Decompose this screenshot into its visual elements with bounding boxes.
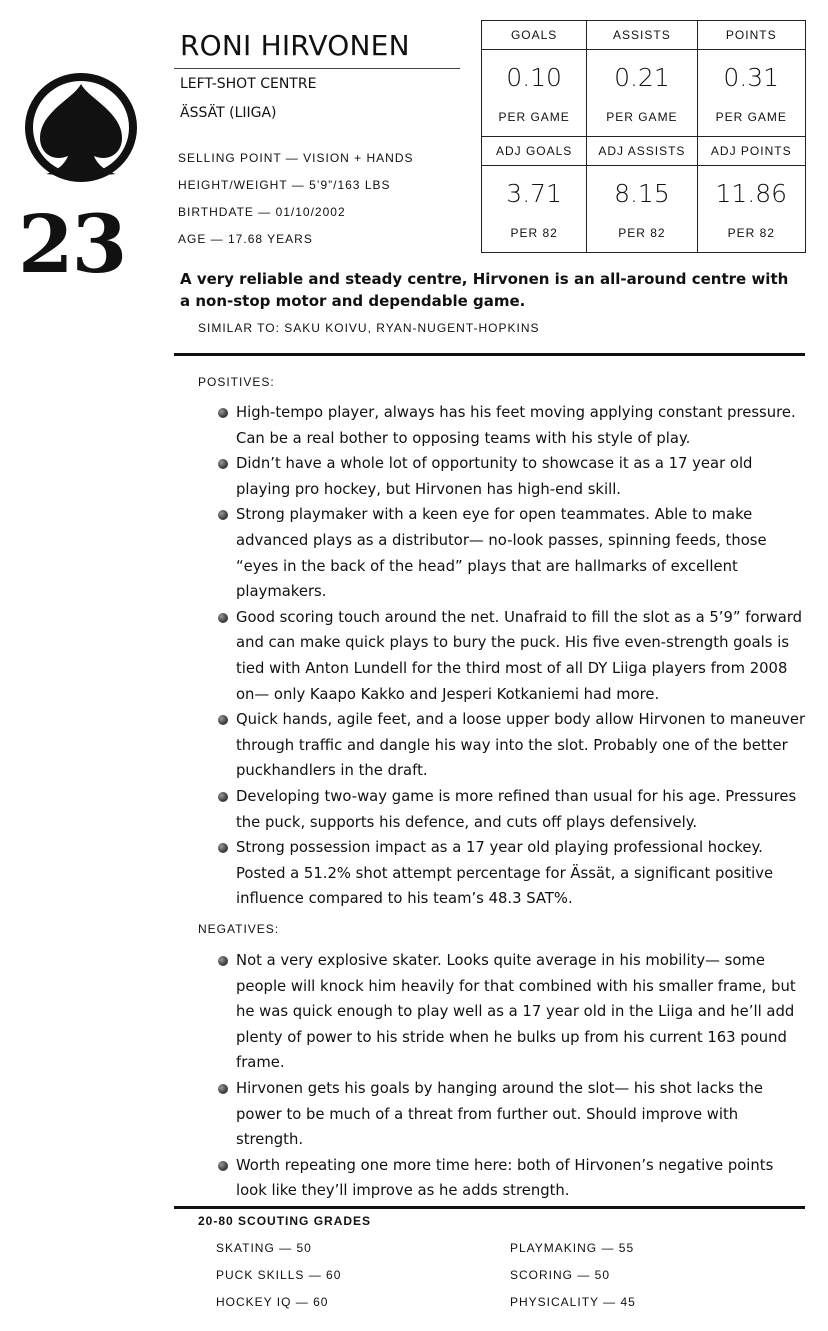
stat-unit: PER GAME	[498, 109, 570, 124]
similar-players: SIMILAR TO: SAKU KOIVU, RYAN-NUGENT-HOPKINS	[198, 321, 540, 335]
stat-value: 0.31	[723, 62, 780, 92]
list-item: Strong possession impact as a 17 year old playing professional hockey. Posted a 51.2% shot attempt percentage for Ässät, a significant positive influence compared to his team’s 48.3 SAT%.	[218, 835, 808, 912]
stat-header: ASSISTS	[587, 21, 697, 50]
player-position: LEFT-SHOT CENTRE	[180, 76, 317, 92]
list-item: Didn’t have a whole lot of opportunity to showcase it as a 17 year old playing pro hockey, but Hirvonen has high-end skill.	[218, 451, 808, 502]
name-divider	[174, 68, 460, 69]
player-summary: A very reliable and steady centre, Hirvonen is an all-around centre with a non-stop motor and dependable game.	[180, 270, 789, 310]
grade-hockey-iq: HOCKEY IQ — 60	[216, 1295, 329, 1309]
stat-cell	[482, 166, 587, 253]
stat-value: 0.10	[506, 62, 562, 92]
fact-height-weight: HEIGHT/WEIGHT — 5’9”/163 LBS	[178, 178, 391, 192]
grade-skating: SKATING — 50	[216, 1241, 312, 1255]
list-item: Worth repeating one more time here: both of Hirvonen’s negative points look like they’ll improve as he adds strength.	[218, 1153, 808, 1204]
player-name: RONI HIRVONEN	[180, 29, 410, 62]
stat-unit: PER GAME	[715, 109, 787, 124]
section-divider	[174, 353, 805, 356]
stat-unit: PER 82	[727, 225, 775, 240]
stats-table	[481, 20, 806, 253]
fact-age: AGE — 17.68 YEARS	[178, 232, 313, 246]
spade-icon	[24, 72, 138, 183]
stat-unit: PER 82	[618, 225, 666, 240]
grades-heading: 20-80 SCOUTING GRADES	[198, 1214, 372, 1228]
section-divider	[174, 1206, 805, 1209]
list-item: Quick hands, agile feet, and a loose upper body allow Hirvonen to maneuver through traffic and dangle his way into the slot. Probably one of the better puckhandlers in the draft.	[218, 707, 808, 784]
stat-value: 8.15	[614, 178, 670, 208]
stat-cell	[697, 50, 805, 137]
list-item: Hirvonen gets his goals by hanging around the slot— his shot lacks the power to be much of a threat from further out. Should improve with strength.	[218, 1076, 808, 1153]
grade-puck-skills: PUCK SKILLS — 60	[216, 1268, 342, 1282]
list-item: Good scoring touch around the net. Unafraid to fill the slot as a 5’9” forward and can make quick plays to bury the puck. His five even-strength goals is tied with Anton Lundell for the third most of all DY Liiga players from 2008 on— only Kaapo Kakko and Jesperi Kotkaniemi had more.	[218, 605, 808, 707]
player-facts	[178, 148, 478, 256]
stat-unit: PER GAME	[606, 109, 678, 124]
stat-header: GOALS	[482, 21, 587, 50]
list-item: Not a very explosive skater. Looks quite average in his mobility— some people will knock him heavily for that combined with his smaller frame, but he was quick enough to play well as a 17 year old in the Liiga and he’ll add plenty of power to his stride when he bulks up from his current 163 pound frame.	[218, 948, 808, 1076]
stat-unit: PER 82	[510, 225, 558, 240]
stat-header: POINTS	[697, 21, 805, 50]
jersey-number: 23	[18, 197, 126, 291]
stat-cell	[482, 50, 587, 137]
stat-header: ADJ ASSISTS	[587, 137, 697, 166]
grade-scoring: SCORING — 50	[510, 1268, 611, 1282]
stat-cell	[587, 166, 697, 253]
positives-list	[218, 400, 808, 912]
list-item: Strong playmaker with a keen eye for open teammates. Able to make advanced plays as a distributor— no-look passes, spinning feeds, those “eyes in the back of the head” plays that are hallmarks of excellent playmakers.	[218, 502, 808, 604]
stat-value: 0.21	[614, 62, 670, 92]
list-item: Developing two-way game is more refined than usual for his age. Pressures the puck, supports his defence, and cuts off plays defensively.	[218, 784, 808, 835]
grade-physicality: PHYSICALITY — 45	[510, 1295, 636, 1309]
stat-cell	[697, 166, 805, 253]
grade-playmaking: PLAYMAKING — 55	[510, 1241, 635, 1255]
stat-cell	[587, 50, 697, 137]
fact-selling-point: SELLING POINT — VISION + HANDS	[178, 151, 414, 165]
list-item: High-tempo player, always has his feet moving applying constant pressure. Can be a real bother to opposing teams with his style of play.	[218, 400, 808, 451]
negatives-heading: NEGATIVES:	[198, 922, 280, 936]
positives-heading: POSITIVES:	[198, 375, 275, 389]
stat-header: ADJ POINTS	[697, 137, 805, 166]
stat-value: 3.71	[506, 178, 562, 208]
stat-value: 11.86	[715, 178, 788, 208]
fact-birthdate: BIRTHDATE — 01/10/2002	[178, 205, 346, 219]
player-team: ÄSSÄT (LIIGA)	[180, 105, 277, 121]
negatives-list	[218, 948, 808, 1204]
stat-header: ADJ GOALS	[482, 137, 587, 166]
